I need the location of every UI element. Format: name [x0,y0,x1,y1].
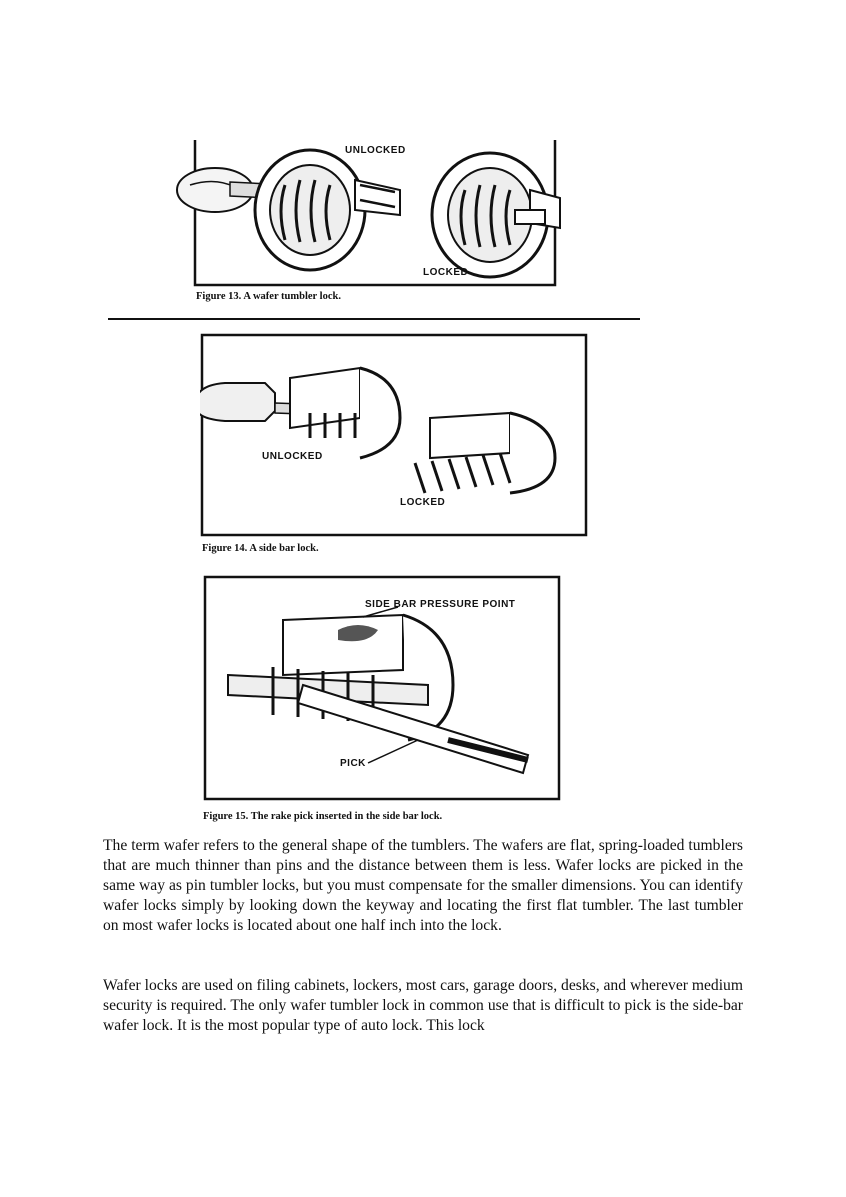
fig14-locked-label: LOCKED [400,497,446,508]
fig15-caption: Figure 15. The rake pick inserted in the side bar lock. [203,811,443,822]
fig13-locked-label: LOCKED [423,267,469,278]
figure-13 [170,140,570,290]
fig13-unlocked-label: UNLOCKED [345,145,406,156]
fig15-pick-label: PICK [340,758,366,769]
figure-14 [200,333,588,537]
side-bar-lock-illustration [200,333,588,537]
fig15-pressure-point-label: SIDE BAR PRESSURE POINT [365,599,516,610]
fig14-unlocked-label: UNLOCKED [262,451,323,462]
horizontal-divider [108,318,640,320]
fig13-caption: Figure 13. A wafer tumbler lock. [196,291,341,302]
fig14-caption: Figure 14. A side bar lock. [202,543,319,554]
paragraph-1: The term wafer refers to the general shape of the tumblers. The wafers are flat, spring-loaded tumblers that are much thinner than pins and the distance between them is less. Wafer locks are picked in the same way as pin tumbler locks, but you must compensate for the smaller dimensions. You can identify wafer locks simply by looking down the keyway and locating the first flat tumbler. The last tumbler on most wafer locks is located about one half inch into the lock. [103,837,743,934]
wafer-tumbler-lock-illustration [170,140,570,290]
paragraph-2: Wafer locks are used on filing cabinets, lockers, most cars, garage doors, desks, and wherever medium security is required. The only wafer tumbler lock in common use that is difficult to pick is the side-bar wafer lock. It is the most popular type of auto lock. This lock [103,977,743,1034]
